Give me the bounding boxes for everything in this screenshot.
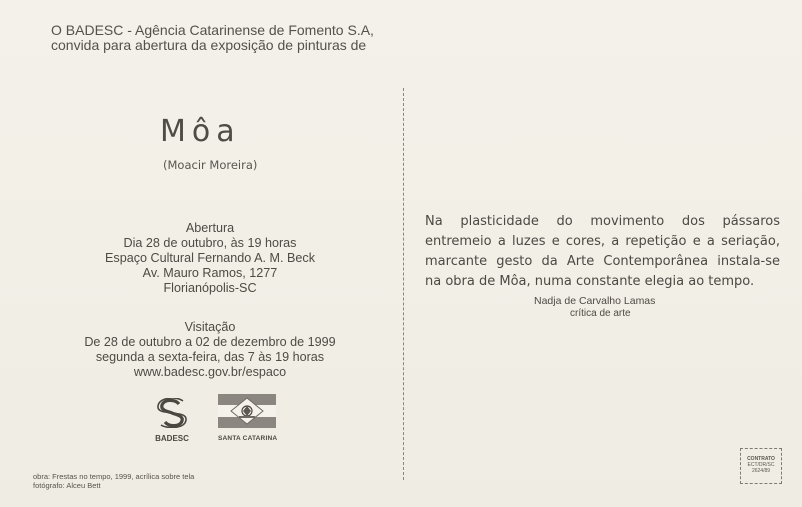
photo-credits xyxy=(33,472,194,490)
santa-catarina-logo xyxy=(218,394,276,442)
visitation-period: De 28 de outubro a 02 de dezembro de 1999 xyxy=(84,335,336,349)
artist-name: Môa xyxy=(160,114,241,149)
opening-section xyxy=(60,221,360,296)
opening-heading: Abertura xyxy=(185,221,235,235)
quote-line-1: Na plasticidade do movimento dos pássaros xyxy=(425,214,780,229)
stamp-line-3: 2624/89 xyxy=(751,468,771,474)
opening-address: Av. Mauro Ramos, 1277 xyxy=(142,266,278,280)
quote-line-2: entremeio a luzes e cores, a repetição e a seriação, xyxy=(425,234,780,249)
opening-city: Florianópolis-SC xyxy=(163,281,257,295)
visitation-heading: Visitação xyxy=(184,320,236,334)
visitation-hours: segunda a sexta-feira, das 7 às 19 horas xyxy=(95,350,325,364)
postage-contract-stamp xyxy=(740,448,782,484)
artwork-credit: obra: Frestas no tempo, 1999, acrílica sobre tela xyxy=(33,472,195,481)
critic-quote xyxy=(425,212,780,292)
badesc-logo xyxy=(149,398,195,443)
quote-line-3: marcante gesto da Arte Contemporânea instala-se xyxy=(425,254,780,269)
santa-catarina-label: SANTA CATARINA xyxy=(218,435,278,442)
badesc-label: BADESC xyxy=(155,434,189,443)
invitation-line-1: O BADESC - Agência Catarinense de Fomento S.A, xyxy=(51,22,374,38)
stamp-line-1: CONTRATO xyxy=(747,456,775,462)
opening-venue: Espaço Cultural Fernando A. M. Beck xyxy=(105,251,315,265)
quote-author: Nadja de Carvalho Lamas xyxy=(534,295,656,307)
photographer-credit: fotógrafo: Alceu Bett xyxy=(33,481,101,490)
quote-line-4: na obra de Môa, numa constante elegia ao tempo. xyxy=(425,274,755,289)
badesc-logo-icon xyxy=(149,398,195,428)
santa-catarina-flag-icon xyxy=(218,394,276,428)
invitation-text xyxy=(51,23,374,53)
stamp-line-2: ECT/DR/SC xyxy=(747,462,775,468)
opening-date: Dia 28 de outubro, às 19 horas xyxy=(123,236,297,250)
invitation-line-2: convida para abertura da exposição de pinturas de xyxy=(51,37,367,53)
visitation-website: www.badesc.gov.br/espaco xyxy=(133,365,287,379)
artist-full-name: (Moacir Moreira) xyxy=(163,158,258,172)
visitation-section xyxy=(60,320,360,380)
quote-author-role: crítica de arte xyxy=(570,308,631,319)
center-divider xyxy=(403,88,404,480)
